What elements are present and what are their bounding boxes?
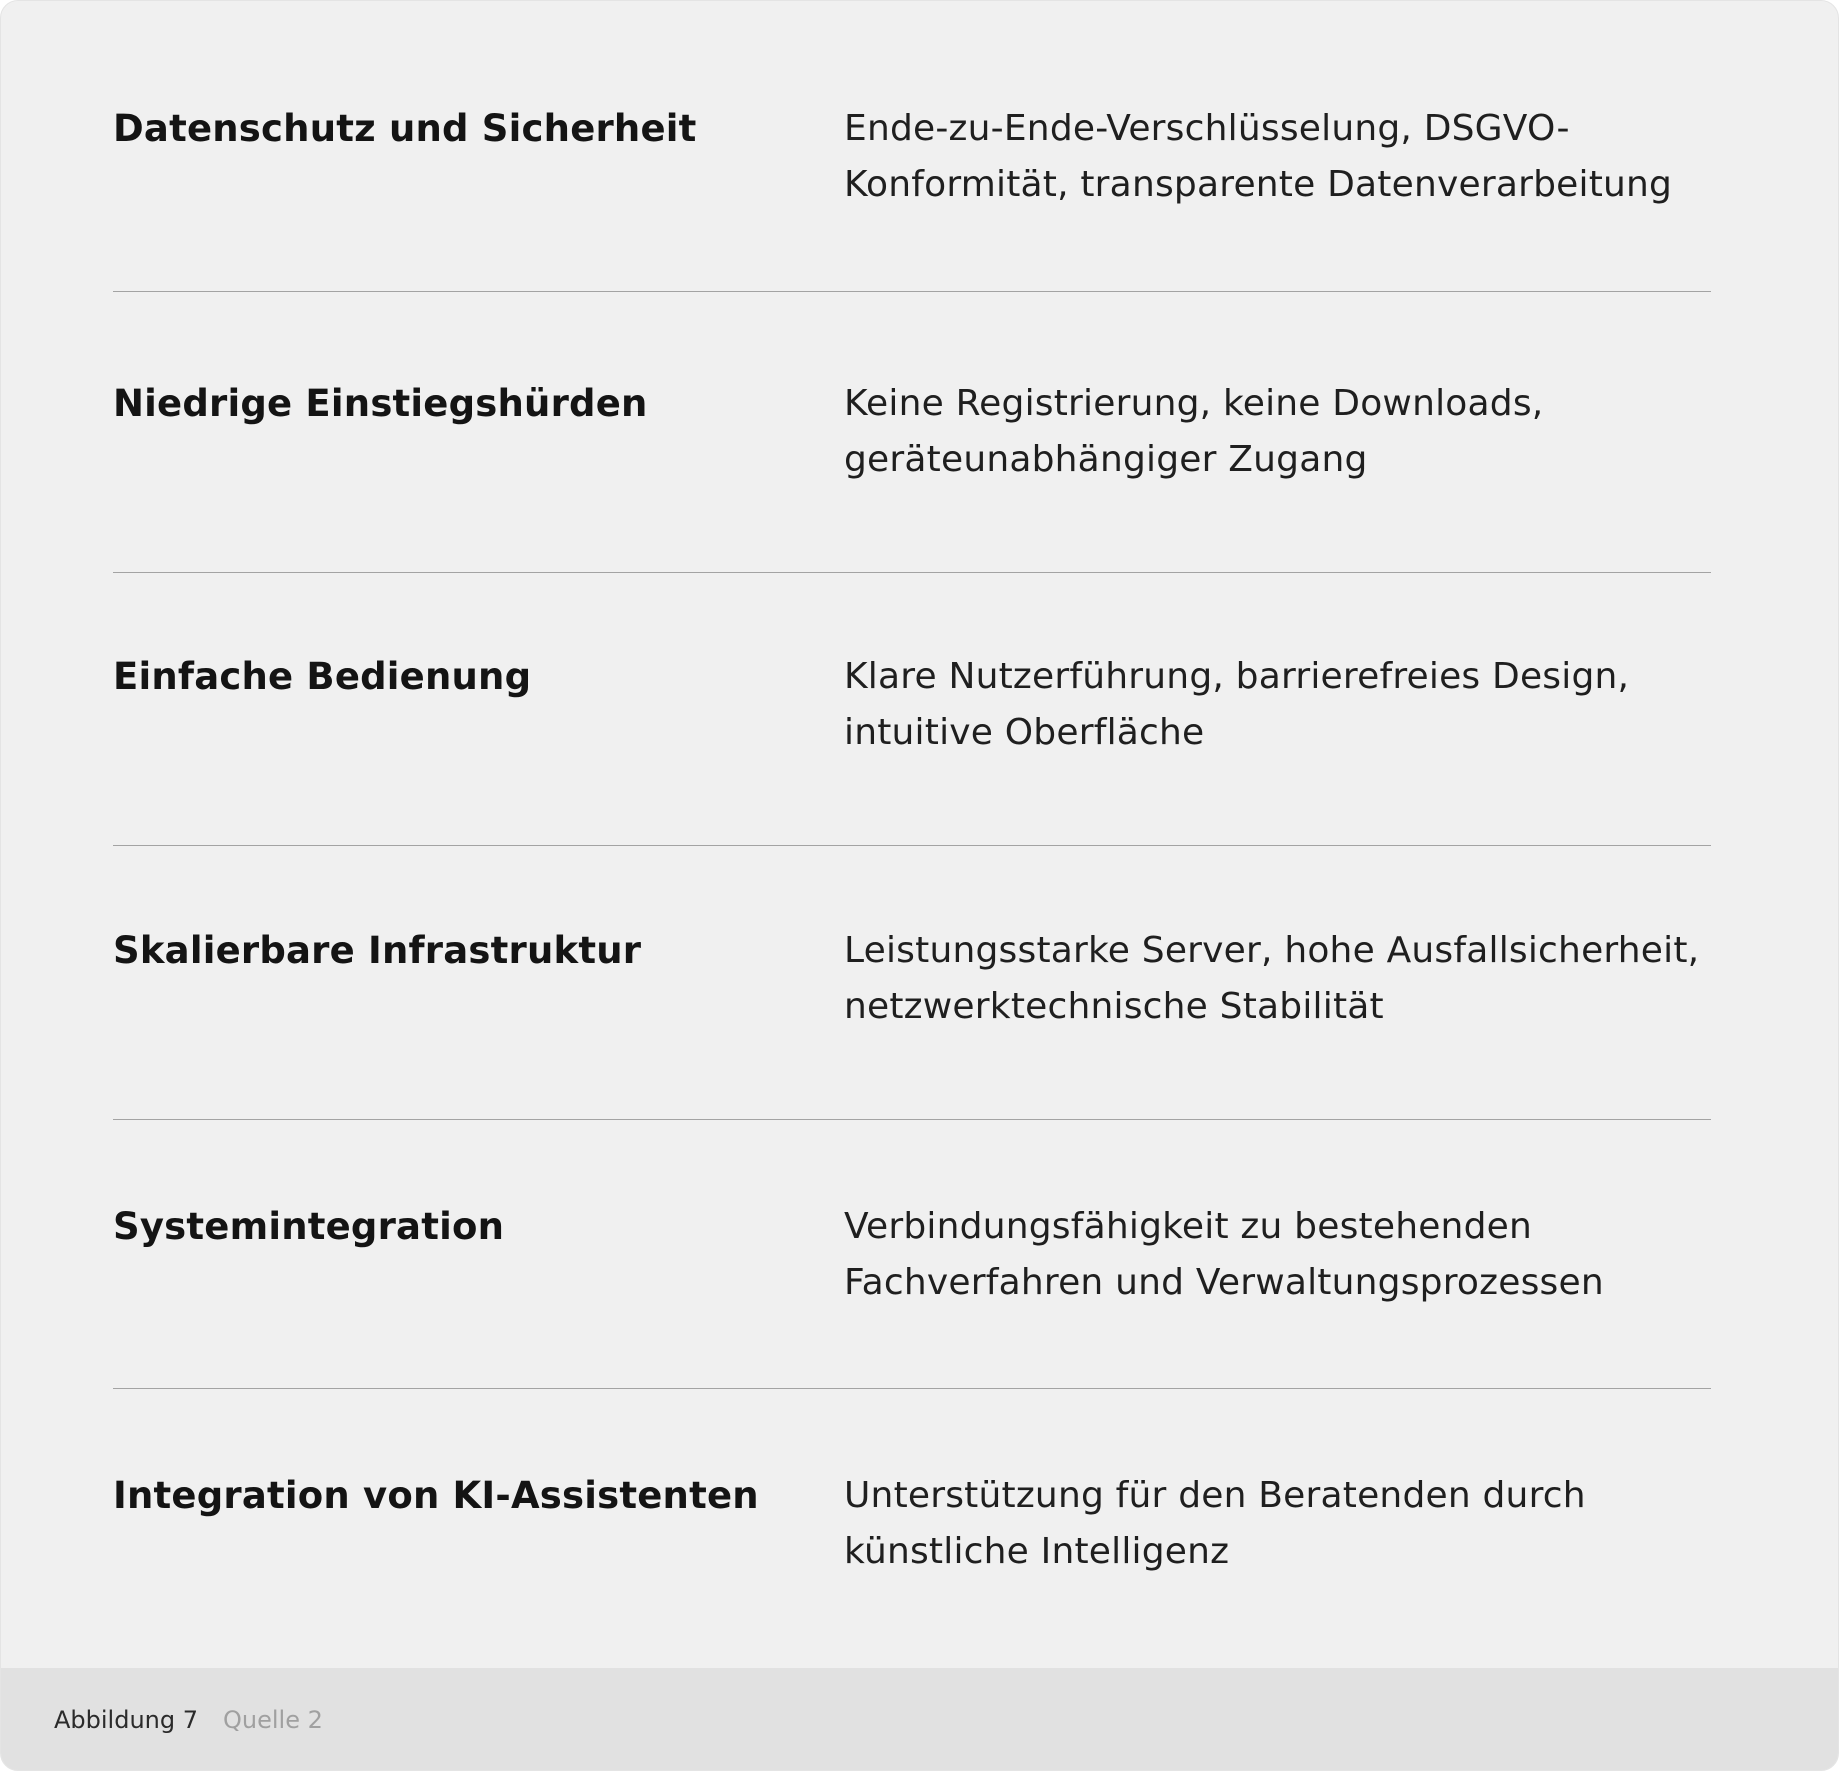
row-description: Unterstützung für den Beratenden durch künstliche Intelligenz [844,1475,1586,1572]
table-row [113,573,1711,846]
source-label: Quelle 2 [223,1706,323,1734]
row-term: Datenschutz und Sicherheit [113,107,697,150]
row-term: Einfache Bedienung [113,655,532,698]
row-term: Integration von KI-Assistenten [113,1474,759,1517]
row-term: Systemintegration [113,1205,505,1248]
table-row [113,1389,1711,1663]
table-row [113,292,1711,573]
row-description: Keine Registrierung, keine Downloads, geräteunabhängiger Zugang [844,383,1544,480]
row-description: Ende-zu-Ende-Verschlüsselung, DSGVO-Konformität, transparente Datenverarbeitung [844,108,1673,205]
row-term: Skalierbare Infrastruktur [113,929,642,972]
row-description: Leistungsstarke Server, hohe Ausfallsicherheit, netzwerktechnische Stabilität [844,930,1700,1027]
table-row [113,846,1711,1120]
requirements-table [113,1,1711,1663]
row-description: Verbindungsfähigkeit zu bestehenden Fachverfahren und Verwaltungsprozessen [844,1206,1604,1303]
table-row [113,1,1711,292]
row-term: Niedrige Einstiegshürden [113,382,648,425]
table-row [113,1120,1711,1389]
row-description: Klare Nutzerführung, barrierefreies Design, intuitive Oberfläche [844,656,1630,753]
figure-label: Abbildung 7 [54,1706,199,1734]
figure-caption-bar [1,1668,1838,1770]
